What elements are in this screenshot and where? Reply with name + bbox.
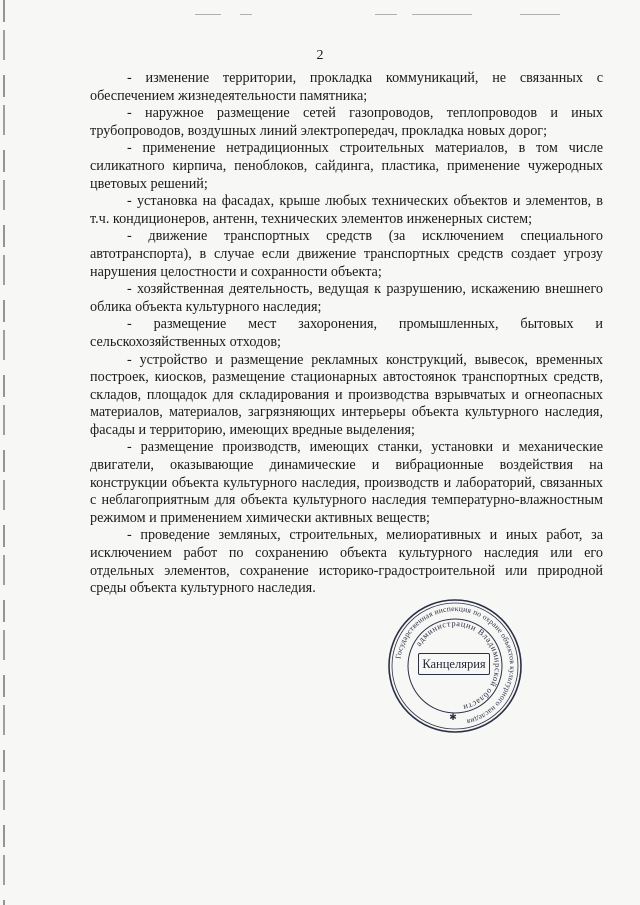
scan-left-edge — [3, 0, 5, 905]
office-stamp — [387, 598, 523, 734]
restriction-item: - хозяйственная деятельность, ведущая к разрушению, искажению внешнего облика объекта культурного наследия; — [90, 281, 603, 315]
stamp-inner-text: администрации Владимирской области — [413, 618, 503, 713]
stamp-outer-text: Государственная инспекция по охране объектов культурного наследия — [393, 603, 518, 727]
scan-top-mark — [520, 14, 560, 15]
restriction-item: - размещение производств, имеющих станки, установки и механические двигатели, оказывающие динамические и вибрационные воздействия на конструкции объекта культурного наследия, производств и лабораторий, связанных с неблагоприятным для объекта культурного наследия температурно-влажностным режимом и применением химически активных веществ; — [90, 439, 603, 526]
restriction-item: - наружное размещение сетей газопроводов, теплопроводов и иных трубопроводов, воздушных линий электропередач, прокладка новых дорог; — [90, 105, 603, 139]
page-number: 2 — [316, 48, 324, 63]
restriction-item: - размещение мест захоронения, промышленных, бытовых и сельскохозяйственных отходов; — [90, 316, 603, 350]
restriction-item: - проведение земляных, строительных, мелиоративных и иных работ, за исключением работ по сохранению объекта культурного наследия или его отдельных элементов, сохранение историко-градостроительной или природной среды объекта культурного наследия. — [90, 527, 603, 597]
stamp-star-icon: ✱ — [449, 712, 457, 722]
document-body — [90, 70, 603, 598]
restriction-item: - применение нетрадиционных строительных материалов, в том числе силикатного кирпича, пеноблоков, сайдинга, пластика, применение чужеродных цветовых решений; — [90, 140, 603, 192]
scan-top-mark — [412, 14, 472, 15]
restriction-item: - установка на фасадах, крыше любых технических объектов и элементов, в т.ч. кондиционеров, антенн, технических элементов инженерных систем; — [90, 193, 603, 227]
stamp-label: Канцелярия — [418, 653, 490, 675]
restriction-item: - изменение территории, прокладка коммуникаций, не связанных с обеспечением жизнедеятельности памятника; — [90, 70, 603, 104]
restriction-item: - устройство и размещение рекламных конструкций, вывесок, временных построек, киосков, размещение стационарных автостоянок транспортных средств, складов, площадок для складирования и производства взрывчатых и огнеопасных материалов, материалов, загрязняющих интерьеры объекта культурного наследия, фасады и территорию, имеющих вредные выделения; — [90, 351, 603, 438]
scan-top-mark — [195, 14, 221, 15]
scan-top-mark — [375, 14, 397, 15]
scan-top-mark — [240, 14, 252, 15]
restriction-item: - движение транспортных средств (за исключением специального автотранспорта), в случае если движение транспортных средств создает угрозу нарушения целостности и сохранности объекта; — [90, 228, 603, 280]
